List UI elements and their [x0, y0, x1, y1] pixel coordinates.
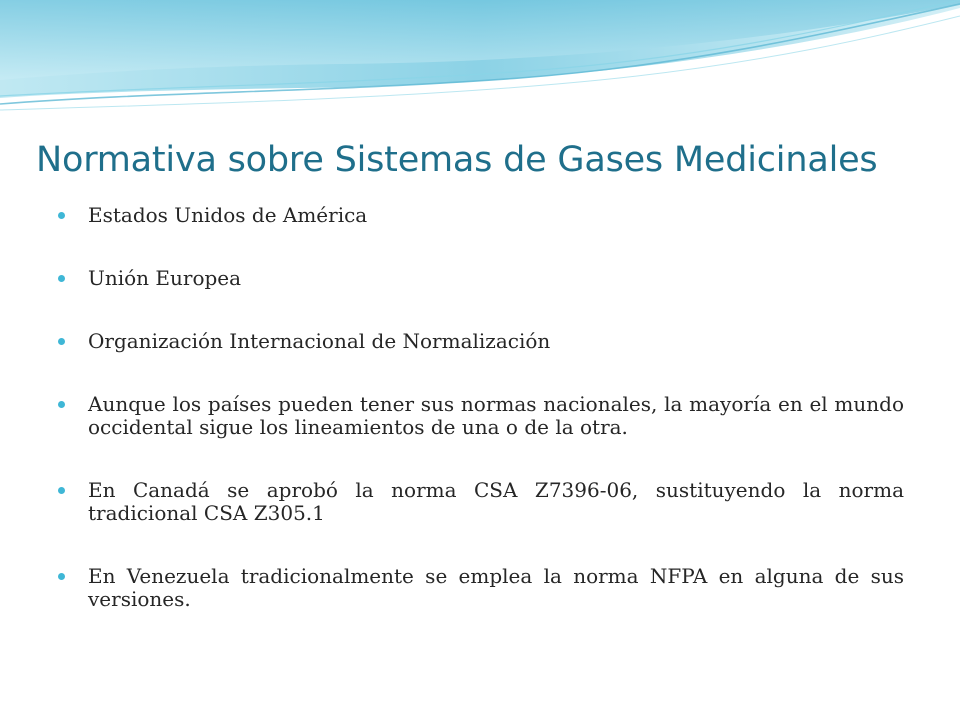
bullet-text: Organización Internacional de Normalización [88, 329, 551, 353]
bullet-text: Aunque los países pueden tener sus normas nacionales, la mayoría en el mundo occidental sigue los lineamientos de una o de la otra. [88, 392, 904, 439]
bullet-text: En Venezuela tradicionalmente se emplea la norma NFPA en alguna de sus versiones. [88, 564, 904, 611]
bullet-dot-icon [58, 212, 65, 219]
list-item [58, 479, 904, 525]
header-wave-decoration [0, 0, 960, 130]
bullet-text: En Canadá se aprobó la norma CSA Z7396-06, sustituyendo la norma tradicional CSA Z305.1 [88, 478, 904, 525]
bullet-list [58, 204, 904, 651]
bullet-dot-icon [58, 401, 65, 408]
bullet-dot-icon [58, 338, 65, 345]
list-item [58, 267, 904, 290]
bullet-text: Unión Europea [88, 266, 242, 290]
slide-title: Normativa sobre Sistemas de Gases Medicinales [36, 140, 878, 180]
bullet-text: Estados Unidos de América [88, 203, 368, 227]
bullet-dot-icon [58, 573, 65, 580]
list-item [58, 330, 904, 353]
list-item [58, 565, 904, 611]
list-item [58, 393, 904, 439]
list-item [58, 204, 904, 227]
bullet-dot-icon [58, 487, 65, 494]
bullet-dot-icon [58, 275, 65, 282]
